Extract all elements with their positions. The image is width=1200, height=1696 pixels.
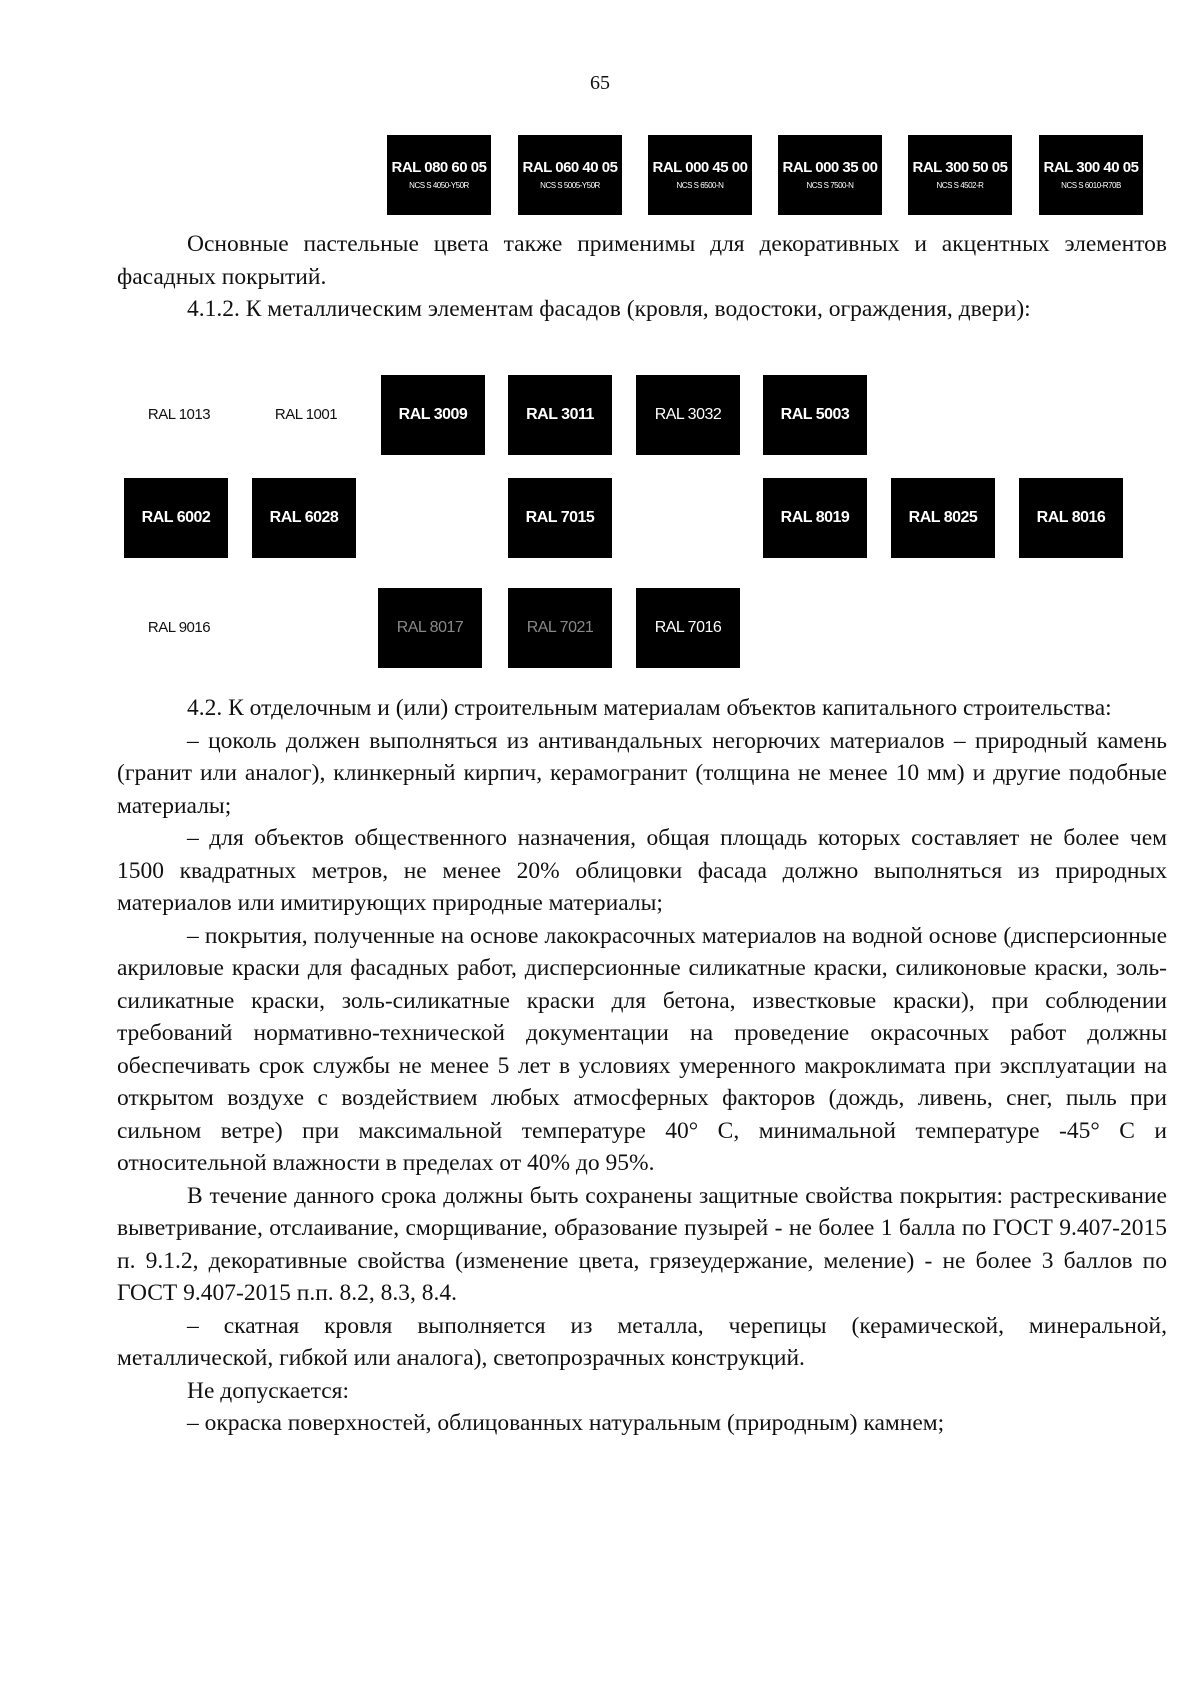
paragraph-cokol: – цоколь должен выполняться из антивандальных негорючих материалов – природный камень (гранит или аналог), клинкерный кирпич, керамогранит (толщина не менее 10 мм) и другие подобные материалы; [117, 727, 1167, 819]
paragraph-roof: – скатная кровля выполняется из металла, черепицы (керамической, минеральной, металлической, гибкой или аналога), светопрозрачных конструкций. [117, 1312, 1167, 1371]
color-swatch-metal-ral-8019 [763, 478, 867, 558]
color-swatch-metal-ral-3011 [508, 375, 612, 455]
swatch-ral-label: RAL 8019 [780, 509, 850, 526]
color-swatch-top-6 [1039, 135, 1143, 215]
swatch-ral-label: RAL 8016 [1036, 509, 1106, 526]
swatch-ral-label: RAL 7015 [525, 509, 595, 526]
swatch-ral-label: RAL 5003 [780, 406, 850, 423]
swatch-ral-label: RAL 9016 [147, 619, 211, 636]
swatch-ral-label: RAL 000 35 00 [782, 158, 878, 176]
text-block-intro [117, 228, 1167, 326]
color-swatch-metal-ral-3032 [636, 375, 740, 455]
color-swatch-metal-ral-7015 [508, 478, 612, 558]
color-swatch-top-4 [778, 135, 882, 215]
color-swatch-metal-ral-1001 [254, 375, 358, 455]
swatch-ral-label: RAL 000 45 00 [652, 158, 748, 176]
color-swatch-metal-ral-7016 [636, 588, 740, 668]
swatch-ral-label: RAL 6028 [269, 509, 339, 526]
color-swatch-metal-ral-7021 [508, 588, 612, 668]
swatch-ral-label: RAL 8017 [396, 619, 464, 636]
paragraph-4-1-2: 4.1.2. К металлическим элементам фасадов (кровля, водостоки, ограждения, двери): [187, 296, 1031, 322]
paragraph-term: В течение данного срока должны быть сохранены защитные свойства покрытия: растрескивание выветривание, отслаивание, сморщивание, образование пузырей - не более 1 балла по ГОСТ 9.407-2015 п. 9.1.2, декоративные свойства (изменение цвета, грязеудержание, меление) - не более 3 баллов по ГОСТ 9.407-2015 п.п. 8.2, 8.3, 8.4. [117, 1182, 1167, 1306]
swatch-ral-label: RAL 8025 [908, 509, 978, 526]
color-swatch-metal-ral-8016 [1019, 478, 1123, 558]
swatch-ral-label: RAL 6002 [141, 509, 211, 526]
color-swatch-metal-ral-9016 [127, 588, 231, 668]
swatch-ncs-label: NCS S 4050-Y50R [409, 180, 469, 190]
swatch-ral-label: RAL 1013 [147, 406, 211, 423]
swatch-ncs-label: NCS S 5005-Y50R [540, 180, 600, 190]
swatch-ral-label: RAL 080 60 05 [391, 158, 487, 176]
swatch-ncs-label: NCS S 6010-R70B [1061, 180, 1121, 190]
swatch-ral-label: RAL 060 40 05 [522, 158, 618, 176]
color-swatch-top-1 [387, 135, 491, 215]
swatch-ncs-label: NCS S 6500-N [676, 180, 724, 190]
swatch-ral-label: RAL 300 40 05 [1043, 158, 1139, 176]
color-swatch-metal-ral-8025 [891, 478, 995, 558]
text-block-main [117, 692, 1167, 1440]
swatch-ral-label: RAL 7016 [654, 619, 722, 636]
color-swatch-top-2 [518, 135, 622, 215]
swatch-ral-label: RAL 3011 [526, 406, 594, 423]
color-swatch-top-3 [648, 135, 752, 215]
color-swatch-metal-ral-3009 [381, 375, 485, 455]
paragraph-public-buildings: – для объектов общественного назначения, общая площадь которых составляет не более чем 1500 квадратных метров, не менее 20% облицовки фасада должно выполняться из природных материалов или имитирующих природные материалы; [117, 825, 1167, 916]
swatch-ral-label: RAL 1001 [274, 406, 338, 423]
color-swatch-metal-ral-6002 [124, 478, 228, 558]
swatch-ral-label: RAL 3009 [398, 406, 468, 423]
paragraph-not-allowed: Не допускается: [187, 1377, 349, 1404]
page-number: 65 [590, 72, 610, 94]
color-swatch-top-5 [908, 135, 1012, 215]
paragraph-coatings: – покрытия, полученные на основе лакокрасочных материалов на водной основе (дисперсионные акриловые краски для фасадных работ, дисперсионные силикатные краски, силиконовые краски, золь-силикатные краски, золь-силикатные краски для бетона, известковые краски), при соблюдении требований нормативно-технической документации на проведение окрасочных работ должны обеспечивать срок службы не менее 5 лет в условиях умеренного макроклимата при эксплуатации на открытом воздухе с воздействием любых атмосферных факторов (дождь, ливень, снег, пыль при сильном ветре) при максимальной температуре 40° С, минимальной температуре -45° С и относительной влажности в пределах от 40% до 95%. [117, 922, 1167, 1176]
swatch-ncs-label: NCS S 7500-N [806, 180, 854, 190]
color-swatch-metal-ral-5003 [763, 375, 867, 455]
paragraph-4-2: 4.2. К отделочным и (или) строительным материалам объектов капитального строительства: [187, 695, 1112, 721]
color-swatch-metal-ral-1013 [127, 375, 231, 455]
paragraph-pastel: Основные пастельные цвета также применимы для декоративных и акцентных элементов фасадных покрытий. [117, 231, 1167, 290]
swatch-ral-label: RAL 3032 [654, 406, 722, 423]
paragraph-painting: – окраска поверхностей, облицованных натуральным (природным) камнем; [187, 1410, 945, 1436]
swatch-ral-label: RAL 300 50 05 [912, 158, 1008, 176]
swatch-ncs-label: NCS S 4502-R [936, 180, 984, 190]
color-swatch-metal-ral-8017 [378, 588, 482, 668]
swatch-ral-label: RAL 7021 [526, 619, 594, 636]
color-swatch-metal-ral-6028 [252, 478, 356, 558]
